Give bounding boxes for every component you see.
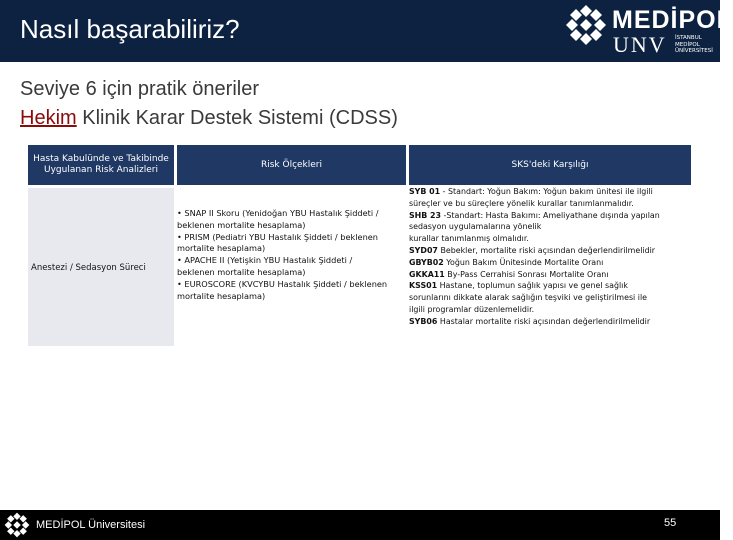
risk-scale-line: • APACHE II (Yetişkin YBU Hastalık Şiddeti / [177, 255, 353, 266]
risk-scale-line: • PRISM (Pediatri YBU Hastalık Şiddeti / beklenen [177, 231, 378, 242]
sks-code: SYB06 [409, 316, 438, 326]
risk-analysis-table [28, 145, 691, 346]
sks-line [409, 269, 691, 281]
table-cell-sks [409, 188, 691, 346]
sks-list [409, 186, 691, 328]
sks-line [409, 233, 691, 245]
sks-text: sorunlarını dikkate alarak sağlığın teşviki ve geliştirilmesi ile [409, 293, 648, 303]
sks-line [409, 257, 691, 269]
sks-code: SHB 23 [409, 210, 442, 220]
sks-text: Yoğun Bakım Ünitesinde Mortalite Oranı [443, 257, 604, 267]
sks-code: SYB 01 [409, 187, 441, 196]
sks-text: süreçler ve bu süreçlere yönelik kurallar tanımlanmalıdır. [409, 198, 634, 208]
page-number: 55 [664, 517, 677, 529]
sks-text: ilgili programlar düzenlemelidir. [409, 304, 535, 314]
process-label: Anestezi / Sedasyon Süreci [31, 263, 146, 273]
risk-scale-line: • EUROSCORE (KVCYBU Hastalık Şiddeti / beklenen [177, 278, 388, 289]
table-header-sks: SKS'deki Karşılığı [409, 145, 691, 185]
sks-code: KSS01 [409, 281, 438, 291]
sks-line [409, 304, 691, 316]
footer-university-name: MEDİPOL Üniversitesi [36, 519, 146, 531]
logo-subtext-line: ÜNİVERSİTESİ [675, 48, 713, 54]
subtitle-highlight-link[interactable]: Hekim [20, 107, 77, 129]
logo-name: MEDİPOL [612, 6, 733, 34]
sks-text: By-Pass Cerrahisi Sonrası Mortalite Oranı [444, 269, 609, 279]
table-cell-process [28, 188, 174, 346]
sks-line [409, 210, 691, 222]
medipol-emblem-icon [4, 512, 30, 538]
medipol-emblem-icon [565, 4, 607, 46]
risk-scales-list [177, 208, 410, 302]
risk-scale-line: beklenen mortalite hesaplama) [177, 219, 306, 230]
page-title: Nasıl başarabiliriz? [20, 14, 240, 44]
sks-line [409, 245, 691, 257]
sks-line [409, 198, 691, 210]
header-bar [0, 0, 733, 62]
risk-scale-line: • SNAP II Skoru (Yenidoğan YBU Hastalık Şiddeti / [177, 208, 379, 218]
logo-subtext-line: İSTANBUL [675, 35, 702, 41]
table-header-risk-scales: Risk Ölçekleri [177, 145, 406, 185]
sks-text: kurallar tanımlanmış olmalıdır. [409, 234, 529, 244]
sks-line [409, 292, 691, 304]
sks-text: Hastalar mortalite riski açısından değerlendirilmelidir [437, 316, 651, 326]
sks-text: sedasyon uygulamalarına yönelik [409, 222, 542, 232]
sks-code: GKKA11 [409, 269, 445, 279]
table-header-risk-analyses: Hasta Kabulünde ve Takibinde Uygulanan Risk Analizleri [28, 145, 174, 185]
sks-code: SYD07 [409, 245, 438, 255]
sks-line [409, 280, 691, 292]
logo-subtext-line: MEDİPOL [675, 41, 700, 48]
risk-scale-line: mortalite hesaplama) [177, 290, 266, 301]
risk-scale-line: beklenen mortalite hesaplama) [177, 266, 306, 277]
sks-line [409, 316, 691, 328]
sks-text: Hastane, toplumun sağlık yapısı ve genel sağlık [437, 281, 628, 291]
sks-line [409, 186, 691, 198]
sks-text: - Standart: Yoğun Bakım: Yoğun bakım ünitesi ile ilgili [440, 187, 653, 196]
risk-scale-line: mortalite hesaplama) [177, 243, 266, 254]
logo-unv: UNV [613, 32, 667, 57]
table-cell-risk-scales [177, 188, 406, 346]
subtitle-line-1: Seviye 6 için pratik öneriler [20, 78, 259, 100]
footer-bar [0, 510, 720, 540]
subtitle-rest: Klinik Karar Destek Sistemi (CDSS) [76, 107, 398, 129]
logo-subtext [675, 35, 717, 55]
sks-text: -Standart: Hasta Bakımı: Ameliyathane dışında yapılan [441, 210, 660, 220]
medipol-logo [565, 2, 733, 60]
subtitle-line-2 [20, 107, 398, 130]
sks-code: GBYB02 [409, 257, 444, 267]
sks-text: Bebekler, mortalite riski açısından değerlendirilmelidir [437, 245, 656, 255]
sks-line [409, 221, 691, 233]
